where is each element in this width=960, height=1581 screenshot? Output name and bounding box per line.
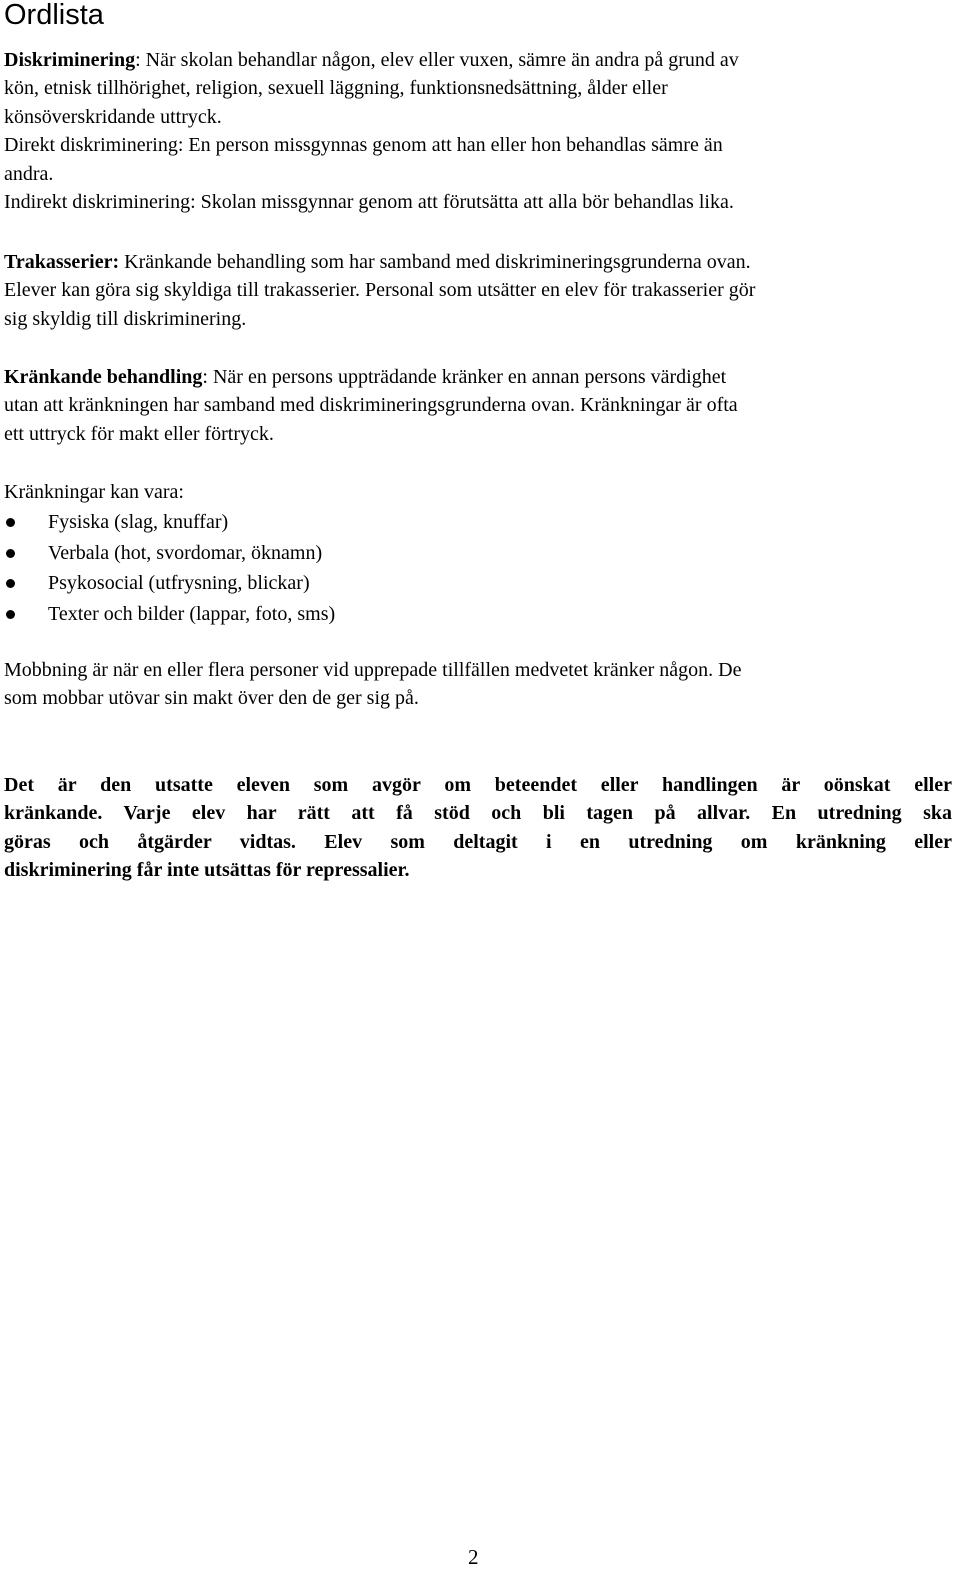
- bullet-icon: [6, 549, 15, 558]
- indirekt-diskriminering-line: Indirekt diskriminering: Skolan missgynnar genom att förutsätta att alla bör behandlas lika.: [4, 191, 734, 214]
- krankningar-intro: Kränkningar kan vara:: [4, 481, 184, 503]
- definition-line: könsöverskridande uttryck.: [4, 105, 222, 128]
- list-item: Psykosocial (utfrysning, blickar): [4, 569, 335, 600]
- definition-line: Trakasserier: Kränkande behandling som har samband med diskrimineringsgrunderna ovan.: [4, 251, 751, 273]
- definition-krankande-behandling: [4, 363, 952, 448]
- page-title: Ordlista: [4, 0, 104, 31]
- definition-line: Elever kan göra sig skyldiga till trakasserier. Personal som utsätter en elev för trakasserier gör: [4, 279, 756, 302]
- mobbning-paragraph: Mobbning är när en eller flera personer vid upprepade tillfällen medvetet kränker någon. De som mobbar utövar sin makt över den de ger sig på.: [4, 659, 742, 710]
- definition-trakasserier: [4, 248, 952, 333]
- bullet-icon: [6, 518, 15, 527]
- definition-line: Kränkande behandling: När en persons uppträdande kränker en annan persons värdighet: [4, 366, 727, 388]
- list-item: Verbala (hot, svordomar, öknamn): [4, 539, 335, 570]
- direkt-diskriminering-line: andra.: [4, 162, 54, 185]
- definition-line: ett uttryck för makt eller förtryck.: [4, 422, 274, 445]
- definition-line: utan att kränkningen har samband med diskrimineringsgrunderna ovan. Kränkningar är ofta: [4, 394, 738, 417]
- bullet-icon: [6, 610, 15, 619]
- definition-line: kön, etnisk tillhörighet, religion, sexuell läggning, funktionsnedsättning, ålder eller: [4, 77, 668, 100]
- definition-line: Diskriminering: När skolan behandlar någon, elev eller vuxen, sämre än andra på grund av: [4, 49, 739, 71]
- direkt-diskriminering-line: Direkt diskriminering: En person missgynnas genom att han eller hon behandlas sämre än: [4, 134, 723, 157]
- page-number: 2: [468, 1545, 479, 1569]
- list-item: Texter och bilder (lappar, foto, sms): [4, 600, 335, 631]
- term-krankande-behandling: Kränkande behandling: [4, 366, 203, 388]
- krankningar-list: [4, 508, 335, 630]
- list-item: Fysiska (slag, knuffar): [4, 508, 335, 539]
- term-trakasserier: Trakasserier:: [4, 251, 120, 273]
- term-diskriminering: Diskriminering: [4, 49, 136, 71]
- bullet-icon: [6, 579, 15, 588]
- rights-paragraph: Det är den utsatte eleven som avgör om beteendet eller handlingen är oönskat eller kränkande. Varje elev har rätt att få stöd och bli tagen på allvar. En utredning ska göras och åtgärder vidtas. Elev som deltagit i en utredning om kränkning eller diskriminering får inte utsättas för repressalier.: [4, 774, 952, 882]
- definition-diskriminering: [4, 46, 952, 216]
- definition-line: sig skyldig till diskriminering.: [4, 307, 247, 330]
